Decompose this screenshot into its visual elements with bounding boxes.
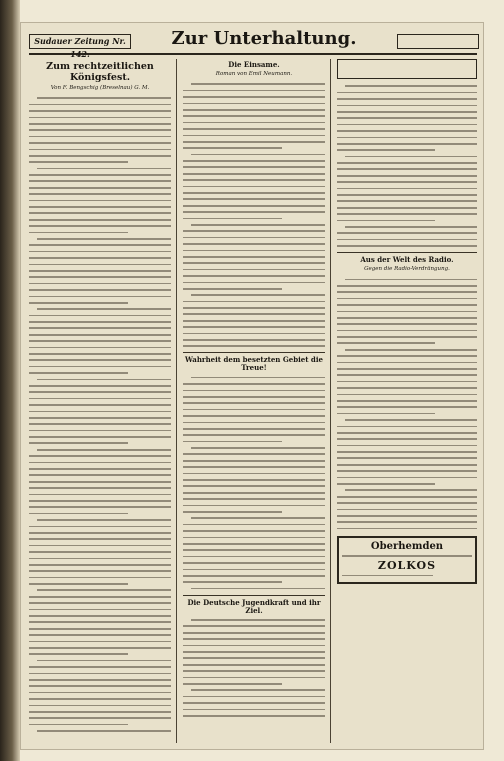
ad-text: [342, 553, 472, 559]
divider: [183, 595, 325, 596]
text-line: [183, 343, 325, 349]
text-line: [183, 585, 325, 591]
article-byline: Von F. Bengschig (Breselnau) G. M.: [50, 85, 150, 91]
section-title: Zur Unterhaltung.: [171, 28, 357, 49]
ad-brand: ZOLKOS: [377, 559, 437, 573]
masthead: [29, 27, 477, 59]
column-1: [29, 59, 171, 743]
article-subtitle: Gegen die Radio-Verdrängung.: [364, 266, 450, 273]
divider: [337, 252, 477, 253]
column-rule: [330, 59, 331, 743]
divider: [183, 352, 325, 353]
column-rule: [176, 59, 177, 743]
notice-box: [337, 59, 477, 79]
article-body: [29, 95, 171, 734]
column-2: [183, 59, 325, 743]
text-line: [337, 525, 477, 531]
masthead-box: [397, 34, 479, 49]
ad-text: [342, 572, 472, 578]
paper-label: Sudauer Zeitung Nr. 142.: [29, 34, 131, 49]
text-line: [29, 728, 171, 734]
article-title: Aus der Welt des Radio.: [360, 255, 454, 265]
article-title: Die Einsame.: [228, 60, 280, 69]
article-title: Die Deutsche Jugendkraft und ihr Ziel.: [187, 597, 321, 615]
article-byline: Roman von Emil Neumann.: [215, 71, 293, 77]
text-line: [183, 713, 325, 719]
advertisement: [337, 536, 477, 584]
book-spine: [0, 0, 20, 761]
ad-title: Oberhemden: [370, 540, 444, 552]
newspaper-page: [20, 22, 484, 750]
article-body: [183, 81, 325, 349]
article-body: [337, 83, 477, 249]
article-title: Wahrheit dem besetzten Gebiet die Treue!: [185, 355, 323, 373]
article-body: [337, 276, 477, 532]
article-title: Zum rechtzeitlichen Königsfest.: [46, 61, 154, 83]
column-3: [337, 59, 477, 743]
text-line: [337, 243, 477, 249]
article-body: [183, 617, 325, 719]
article-body: [183, 374, 325, 591]
